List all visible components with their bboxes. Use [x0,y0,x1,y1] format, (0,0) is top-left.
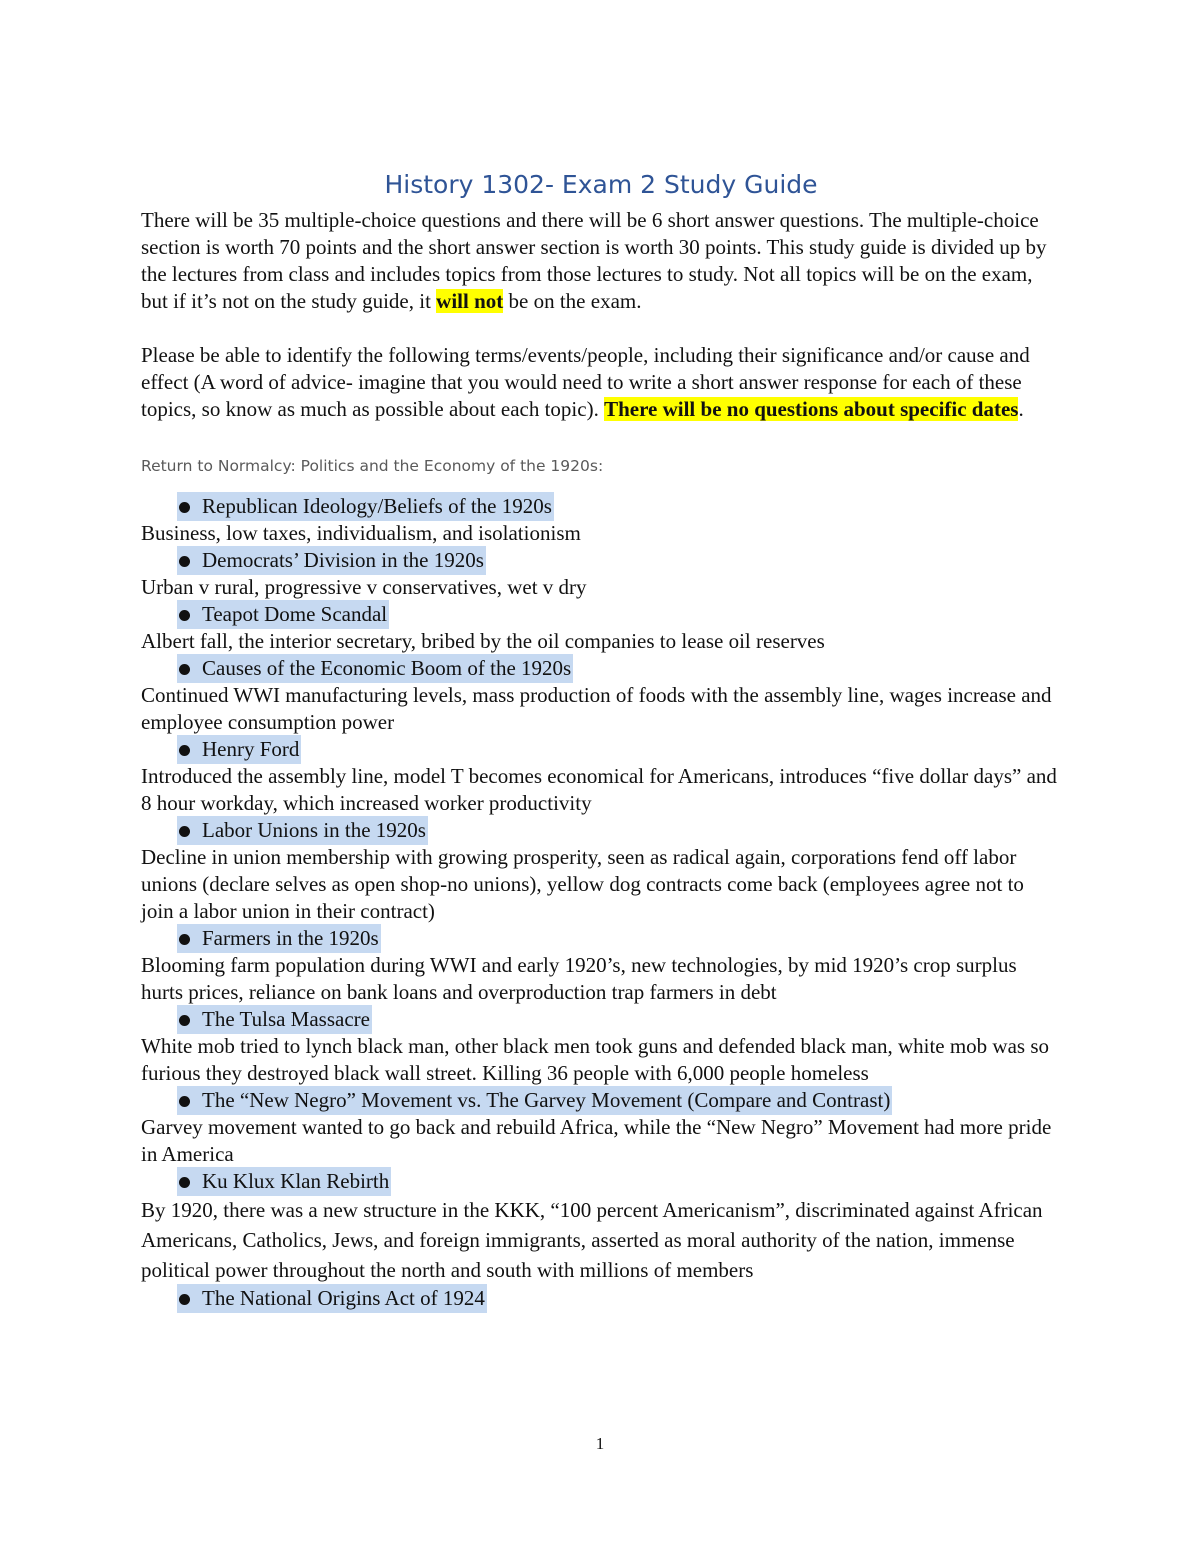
intro-after: be on the exam. [503,289,642,313]
topic-title: Causes of the Economic Boom of the 1920s [202,656,572,680]
topic-description: White mob tried to lynch black man, other black men took guns and defended black man, white mob was so furious they destroyed black wall street. Killing 36 people with 6,000 people homeless [141,1034,1050,1085]
topic-item [177,1168,1061,1195]
topic-title: Democrats’ Division in the 1920s [202,548,484,572]
topic-title: Republican Ideology/Beliefs of the 1920s [202,494,552,518]
topic-description: By 1920, there was a new structure in the KKK, “100 percent Americanism”, discriminated against African Americans, Catholics, Jews, and foreign immigrants, asserted as moral authority of the nation, immense political power throughout the north and south with millions of members [141,1198,1043,1282]
bullet-icon [179,1177,190,1188]
document-body [141,165,1061,1312]
topic-description: Continued WWI manufacturing levels, mass production of foods with the assembly line, wages increase and employee consumption power [141,683,1052,734]
intro-highlight: will not [436,289,504,313]
topic-title: The National Origins Act of 1924 [202,1286,485,1310]
topic-item [177,1006,1061,1033]
topic-title: Teapot Dome Scandal [202,602,388,626]
page-number: 1 [595,1434,605,1453]
topic-title: Farmers in the 1920s [202,926,379,950]
topic-item [177,817,1061,844]
bullet-icon [179,1096,190,1107]
topic-item [177,601,1061,628]
bullet-icon [179,1015,190,1026]
section-heading: Return to Normalcy: Politics and the Economy of the 1920s: [141,457,604,475]
topic-list [141,493,1061,1312]
topic-title: The Tulsa Massacre [202,1007,370,1031]
topic-description: Garvey movement wanted to go back and rebuild Africa, while the “New Negro” Movement had more pride in America [141,1115,1052,1166]
bullet-icon [179,1294,190,1305]
bullet-icon [179,664,190,675]
topic-title: Labor Unions in the 1920s [202,818,426,842]
topic-item [177,925,1061,952]
topic-item [177,1087,1061,1114]
bullet-icon [179,826,190,837]
topic-description: Urban v rural, progressive v conservatives, wet v dry [141,575,587,599]
topic-item [177,493,1061,520]
bullet-icon [179,556,190,567]
instructions-text: Please be able to identify the following terms/events/people, including their significance and/or cause and effect (A word of advice- imagine that you would need to write a short answer response for each of these topics, so know as much as possible about each topic). [141,343,1030,421]
topic-title: Ku Klux Klan Rebirth [202,1169,390,1193]
topic-item [177,547,1061,574]
bullet-icon [179,502,190,513]
bullet-icon [179,745,190,756]
topic-title: The “New Negro” Movement vs. The Garvey Movement (Compare and Contrast) [202,1088,891,1112]
topic-description: Decline in union membership with growing prosperity, seen as radical again, corporations fend off labor unions (declare selves as open shop-no unions), yellow dog contracts come back (employees agree not to join a labor union in their contract) [141,845,1024,923]
topic-item [177,655,1061,682]
topic-item [177,1285,1061,1312]
document-title: History 1302- Exam 2 Study Guide [384,170,818,199]
topic-description: Albert fall, the interior secretary, bribed by the oil companies to lease oil reserves [141,629,825,653]
topic-description: Business, low taxes, individualism, and isolationism [141,521,581,545]
instructions-highlight: There will be no questions about specific dates [604,397,1019,421]
intro-paragraph [141,207,1061,315]
topic-description: Blooming farm population during WWI and early 1920’s, new technologies, by mid 1920’s crop surplus hurts prices, reliance on bank loans and overproduction trap farmers in debt [141,953,1017,1004]
instructions-after: . [1018,397,1024,421]
intro-text: There will be 35 multiple-choice questions and there will be 6 short answer questions. The multiple-choice section is worth 70 points and the short answer section is worth 30 points. This study guide is divided up by the lectures from class and includes topics from those lectures to study. Not all topics will be on the exam, but if it’s not on the study guide, it [141,208,1047,313]
topic-description: Introduced the assembly line, model T becomes economical for Americans, introduces “five dollar days” and 8 hour workday, which increased worker productivity [141,764,1057,815]
instructions-paragraph [141,342,1061,423]
topic-item [177,736,1061,763]
topic-title: Henry Ford [202,737,300,761]
paragraph-spacer [141,315,1061,342]
bullet-icon [179,610,190,621]
bullet-icon [179,934,190,945]
